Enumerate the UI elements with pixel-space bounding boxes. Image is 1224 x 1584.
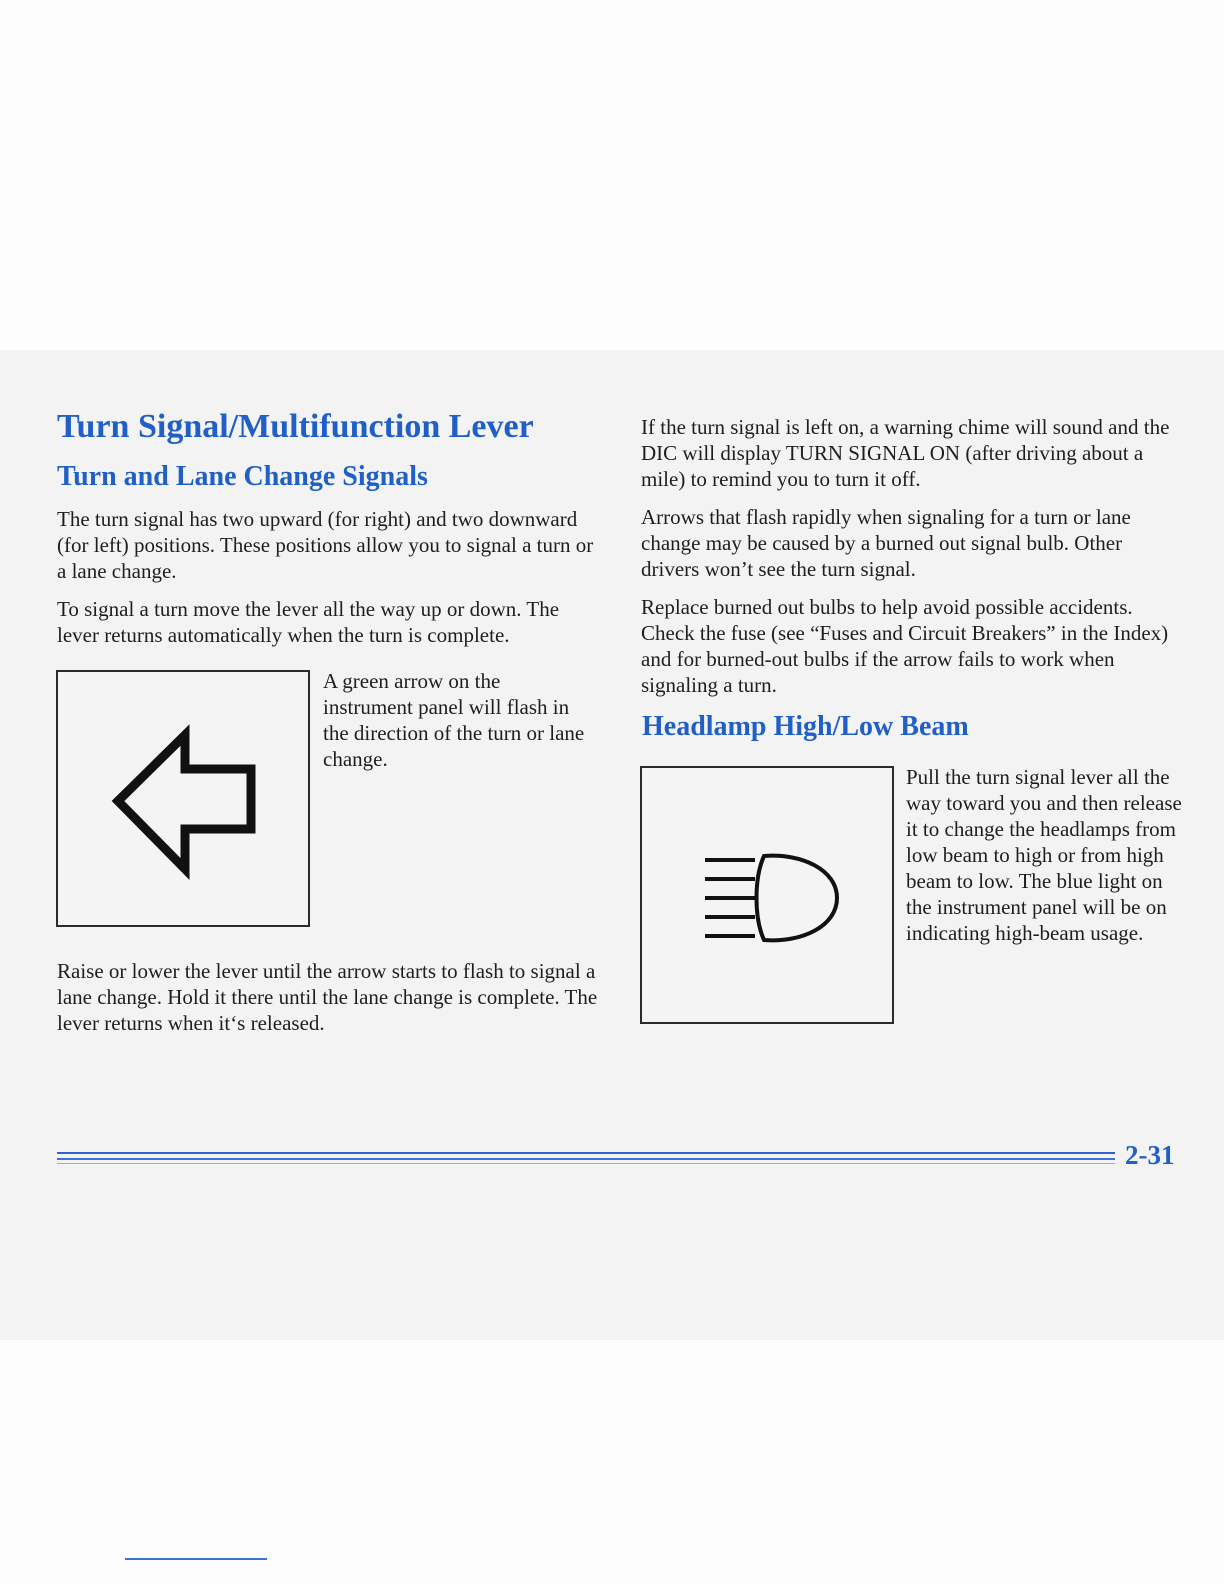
paragraph-rapid-flash: Arrows that flash rapidly when signaling for a turn or lane change may be caused by a burned out signal bulb. Other drivers won’t see the turn signal.: [641, 505, 1131, 581]
figure-caption-high-beam: Pull the turn signal lever all the way toward you and then release it to change the headlamps from low beam to high or from high beam to low. The blue light on the instrument panel will be on indicating high-beam usage.: [906, 765, 1182, 945]
headlamp-figure: [640, 766, 894, 1024]
paragraph-warning-chime: If the turn signal is left on, a warning chime will sound and the DIC will display TURN SIGNAL ON (after driving about a mile) to remind you to turn it off.: [641, 415, 1170, 491]
turn-arrow-figure: [56, 670, 310, 927]
paragraph-lane-change: Raise or lower the lever until the arrow starts to flash to signal a lane change. Hold it there until the lane change is complete. The lever returns when it‘s released.: [57, 959, 598, 1035]
paragraph-turn-signal-positions: The turn signal has two upward (for right) and two downward (for left) positions. These positions allow you to signal a turn or a lane change.: [57, 507, 594, 583]
high-beam-headlamp-icon: [642, 768, 892, 1022]
footer-rule-third: [57, 1163, 1115, 1164]
page-title: Turn Signal/Multifunction Lever: [57, 408, 534, 445]
paragraph-signal-a-turn: To signal a turn move the lever all the way up or down. The lever returns automatically when the turn is complete.: [57, 597, 560, 647]
paragraph-replace-bulbs: Replace burned out bulbs to help avoid possible accidents. Check the fuse (see “Fuses and Circuit Breakers” in the Index) and for burned-out bulbs if the arrow fails to work when signaling a turn.: [641, 595, 1169, 697]
footer-rule-second: [57, 1158, 1115, 1160]
section-heading-turn-signals: Turn and Lane Change Signals: [57, 461, 428, 492]
footer-rule: [57, 1152, 1115, 1154]
left-arrow-icon: [58, 672, 308, 925]
figure-caption-green-arrow: A green arrow on the instrument panel will flash in the direction of the turn or lane change.: [323, 669, 585, 771]
bottom-rule: [125, 1558, 267, 1560]
page-number: 2-31: [1125, 1140, 1175, 1170]
section-heading-headlamp: Headlamp High/Low Beam: [642, 711, 969, 742]
